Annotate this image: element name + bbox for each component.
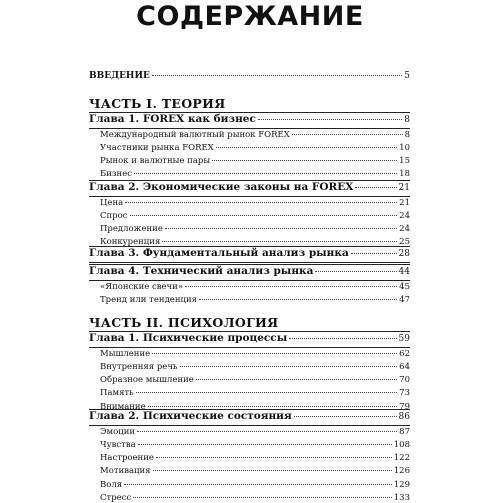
dot-leader xyxy=(156,456,392,458)
dot-leader xyxy=(351,252,397,254)
toc-chapter-page-number: 44 xyxy=(398,267,410,277)
toc-section-label: Цена xyxy=(100,197,124,208)
page-title: СОДЕРЖАНИЕ xyxy=(136,1,364,32)
dot-leader xyxy=(258,118,402,120)
dot-leader xyxy=(138,443,392,445)
dot-leader xyxy=(165,227,397,229)
toc-entry-intro[interactable] xyxy=(89,71,410,81)
toc-section-label: Конкуренция xyxy=(100,237,161,248)
table-of-contents xyxy=(89,0,410,503)
dot-leader xyxy=(212,159,397,161)
dot-leader xyxy=(153,469,392,471)
toc-section-page-number: 8 xyxy=(404,129,410,140)
toc-chapter[interactable] xyxy=(89,332,410,344)
toc-section-page-number: 129 xyxy=(393,479,410,490)
dot-leader xyxy=(137,430,397,432)
toc-section[interactable] xyxy=(89,388,410,398)
toc-section-label: Образное мышление xyxy=(100,375,194,386)
dot-leader xyxy=(124,483,392,485)
toc-section-page-number: 47 xyxy=(399,294,410,305)
dot-leader xyxy=(355,186,396,188)
toc-section-page-number: 122 xyxy=(393,453,410,464)
dot-leader xyxy=(148,405,398,407)
toc-section-label: Мышление xyxy=(100,348,151,359)
toc-section-label: Мотивация xyxy=(100,466,151,477)
toc-section-label: Рынок и валютные пары xyxy=(100,156,211,167)
toc-chapter-label: Глава 1. Психические процессы xyxy=(89,332,288,344)
toc-section-page-number: 108 xyxy=(393,439,410,450)
toc-chapter-label: Глава 1. FOREX как бизнес xyxy=(89,113,256,125)
toc-section-label: Тренд или тенденция xyxy=(100,294,197,305)
toc-chapter-page-number: 59 xyxy=(398,334,410,344)
dot-leader xyxy=(125,201,397,203)
toc-chapter-label: Глава 2. Психические состояния xyxy=(89,410,292,422)
dot-leader xyxy=(185,285,397,287)
toc-section-label: Внимание xyxy=(100,401,146,412)
dot-leader xyxy=(136,391,397,393)
toc-section[interactable] xyxy=(89,143,410,153)
part-heading: ЧАСТЬ I. ТЕОРИЯ xyxy=(89,96,226,111)
toc-section-page-number: 24 xyxy=(399,210,410,221)
toc-section-page-number: 18 xyxy=(399,169,410,180)
toc-section-page-number: 21 xyxy=(399,197,410,208)
toc-entry-intro-label: ВВЕДЕНИЕ xyxy=(89,71,150,81)
toc-section[interactable] xyxy=(89,295,410,305)
toc-chapter[interactable] xyxy=(89,247,410,259)
toc-section[interactable] xyxy=(89,427,410,437)
divider xyxy=(89,262,410,263)
dot-leader xyxy=(199,298,397,300)
dot-leader xyxy=(292,133,403,135)
toc-chapter-label: Глава 3. Фундаментальный анализ рынка xyxy=(89,247,349,259)
toc-section[interactable] xyxy=(89,466,410,476)
toc-section-page-number: 64 xyxy=(399,361,410,372)
toc-section[interactable] xyxy=(89,169,410,179)
toc-section-page-number: 62 xyxy=(399,348,410,359)
dot-leader xyxy=(196,378,397,380)
dot-leader xyxy=(294,415,397,417)
toc-section[interactable] xyxy=(89,453,410,463)
toc-section-page-number: 87 xyxy=(399,426,410,437)
dot-leader xyxy=(152,74,402,76)
dot-leader xyxy=(133,496,392,498)
toc-section[interactable] xyxy=(89,130,410,140)
toc-section-label: «Японские свечи» xyxy=(100,281,184,292)
toc-chapter[interactable] xyxy=(89,181,410,193)
toc-section[interactable] xyxy=(89,156,410,166)
toc-chapter-page-number: 86 xyxy=(398,412,410,422)
part-heading: ЧАСТЬ II. ПСИХОЛОГИЯ xyxy=(89,315,279,330)
toc-section-page-number: 133 xyxy=(393,493,410,503)
dot-leader xyxy=(216,146,397,148)
toc-section-page-number: 73 xyxy=(399,388,410,399)
toc-section[interactable] xyxy=(89,493,410,503)
toc-section-label: Чувства xyxy=(100,439,136,450)
toc-section[interactable] xyxy=(89,211,410,221)
dot-leader xyxy=(130,214,398,216)
toc-chapter[interactable] xyxy=(89,113,410,125)
dot-leader xyxy=(162,240,397,242)
toc-section-label: Спрос xyxy=(100,210,128,221)
toc-section[interactable] xyxy=(89,362,410,372)
toc-section-page-number: 25 xyxy=(399,237,410,248)
toc-section[interactable] xyxy=(89,282,410,292)
toc-section-page-number: 15 xyxy=(399,156,410,167)
toc-section-label: Международный валютный рынок FOREX xyxy=(100,129,290,140)
toc-section[interactable] xyxy=(89,375,410,385)
toc-chapter-page-number: 21 xyxy=(398,183,410,193)
dot-leader xyxy=(180,365,398,367)
toc-section-page-number: 70 xyxy=(399,375,410,386)
toc-chapter-label: Глава 4. Технический анализ рынка xyxy=(89,265,314,277)
toc-section-label: Участники рынка FOREX xyxy=(100,142,214,153)
toc-section-label: Бизнес xyxy=(100,169,133,180)
toc-section-page-number: 45 xyxy=(399,281,410,292)
toc-chapter[interactable] xyxy=(89,265,410,277)
toc-chapter-page-number: 8 xyxy=(404,115,410,125)
toc-section-label: Стресс xyxy=(100,493,132,503)
toc-section-page-number: 79 xyxy=(399,401,410,412)
toc-section-label: Эмоции xyxy=(100,426,136,437)
toc-section-page-number: 126 xyxy=(393,466,410,477)
toc-entry-intro-page-number: 5 xyxy=(404,71,410,81)
toc-section[interactable] xyxy=(89,480,410,490)
toc-chapter-label: Глава 2. Экономические законы на FOREX xyxy=(89,181,354,193)
toc-chapter[interactable] xyxy=(89,410,410,422)
dot-leader xyxy=(289,337,396,339)
toc-section-label: Предложение xyxy=(100,224,163,235)
toc-section-label: Память xyxy=(100,388,134,399)
dot-leader xyxy=(134,172,397,174)
toc-section-label: Воля xyxy=(100,479,123,490)
toc-chapter-page-number: 28 xyxy=(398,249,410,259)
toc-section-page-number: 10 xyxy=(399,142,410,153)
toc-section[interactable] xyxy=(89,349,410,359)
toc-section-page-number: 24 xyxy=(399,224,410,235)
toc-section-label: Настроение xyxy=(100,453,154,464)
dot-leader xyxy=(315,270,396,272)
toc-section-label: Внутренняя речь xyxy=(100,361,178,372)
toc-section[interactable] xyxy=(89,440,410,450)
toc-section[interactable] xyxy=(89,198,410,208)
dot-leader xyxy=(152,352,397,354)
toc-section[interactable] xyxy=(89,224,410,234)
